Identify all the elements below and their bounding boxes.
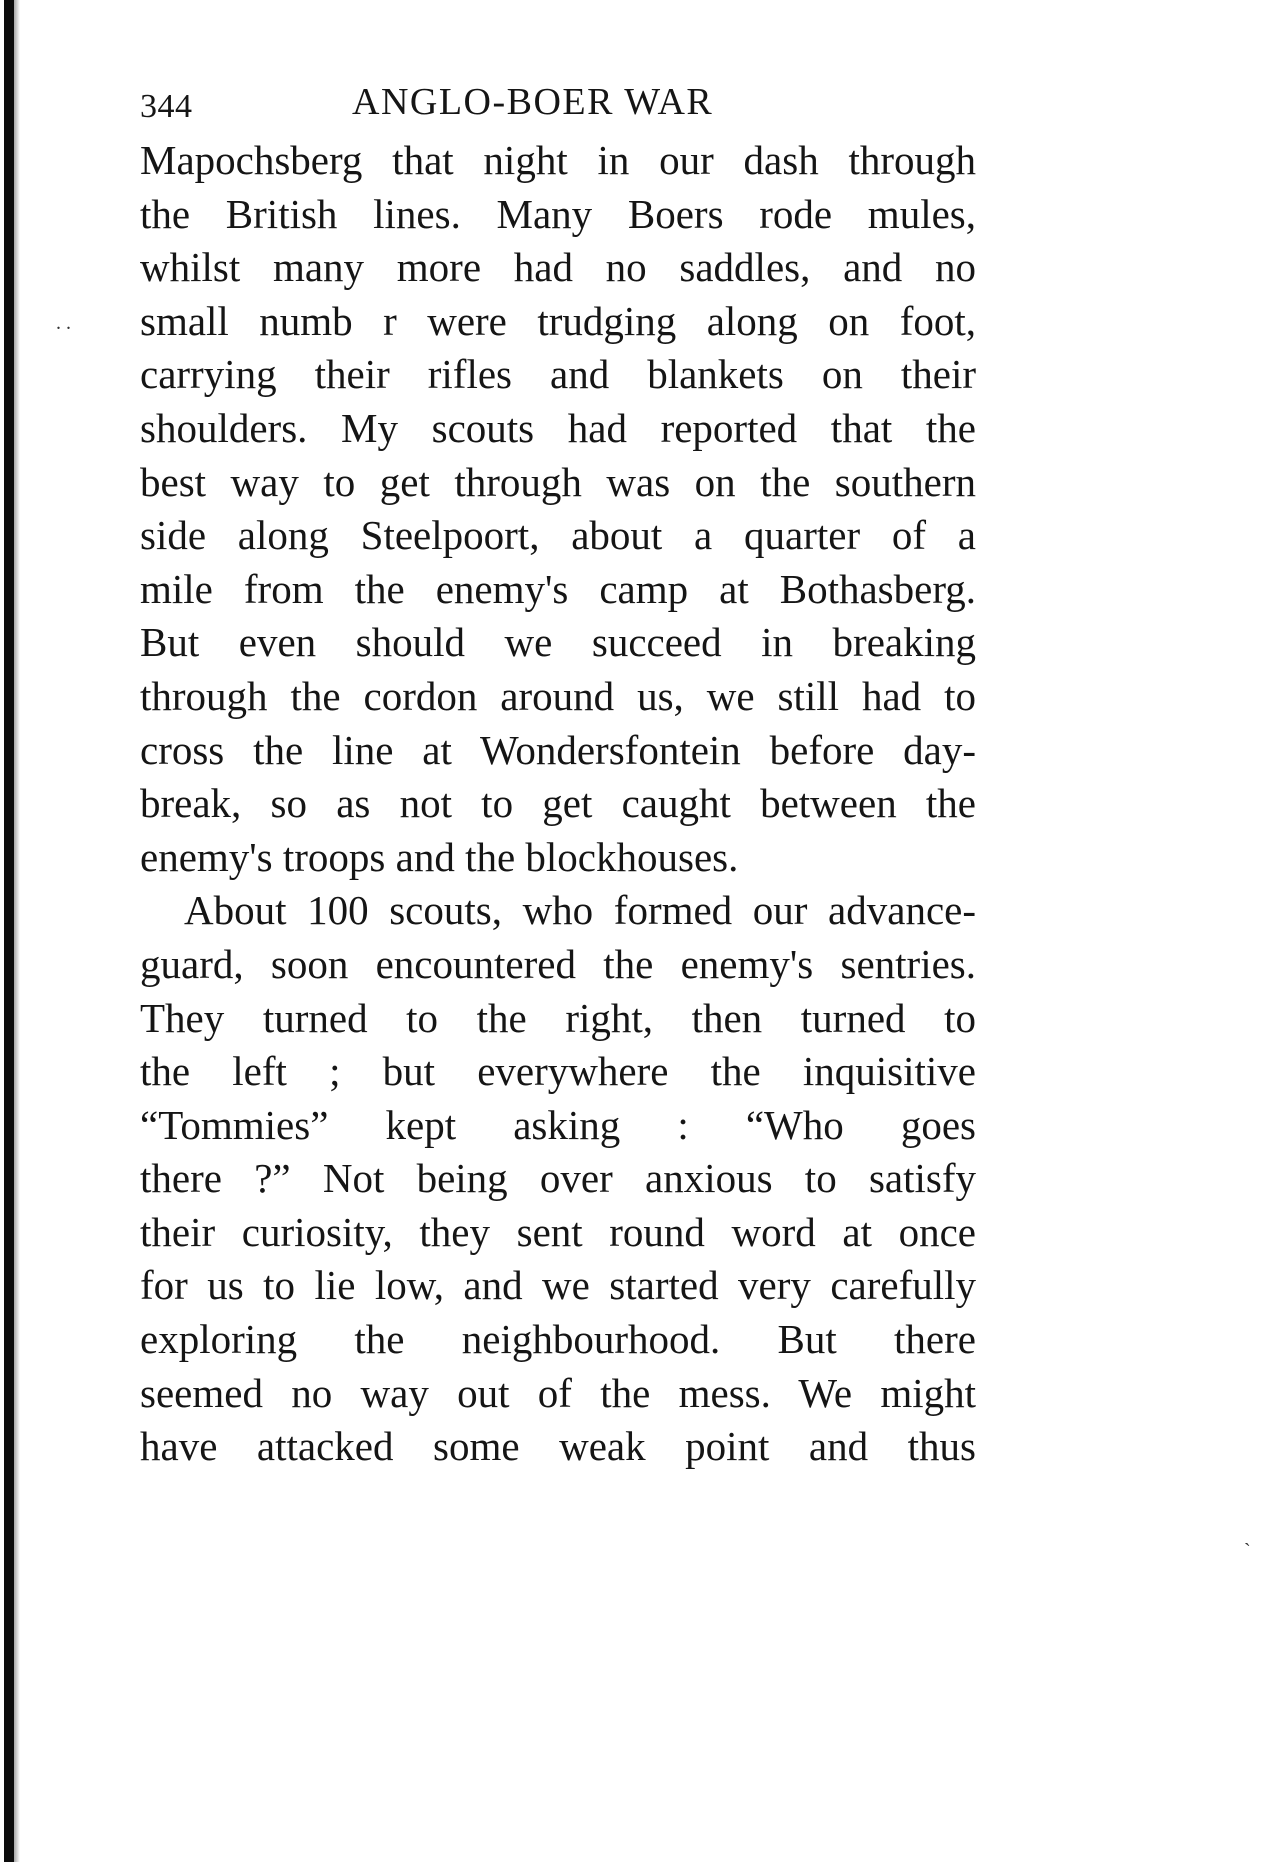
text-line: best way to get through was on the southern (140, 458, 976, 505)
text-line: the left ; but everywhere the inquisitive (140, 1048, 976, 1095)
text-line: seemed no way out of the mess. We might (140, 1369, 976, 1416)
text-line: through the cordon around us, we still had to (140, 672, 976, 719)
text-line: But even should we succeed in breaking (140, 619, 976, 666)
text-line: there ?” Not being over anxious to satisfy (140, 1155, 976, 1202)
text-line: mile from the enemy's camp at Bothasberg. (140, 565, 976, 612)
text-line: “Tommies” kept asking : “Who goes (140, 1101, 976, 1148)
page-binding-shadow (14, 0, 20, 1862)
body-text (140, 134, 976, 1474)
right-margin-mark: ` (1244, 1540, 1251, 1562)
text-line: carrying their rifles and blankets on their (140, 351, 976, 398)
text-line: side along Steelpoort, about a quarter of a (140, 512, 976, 559)
text-line: for us to lie low, and we started very carefully (140, 1262, 976, 1309)
text-line: exploring the neighbourhood. But there (140, 1316, 976, 1363)
running-head (140, 80, 980, 134)
page-binding-edge (4, 0, 14, 1862)
text-line: cross the line at Wondersfontein before day- (140, 726, 976, 773)
text-line: have attacked some weak point and thus (140, 1423, 976, 1470)
text-line: About 100 scouts, who formed our advance- (184, 887, 976, 934)
text-line: small numb r were trudging along on foot, (140, 297, 976, 344)
text-line: break, so as not to get caught between the (140, 780, 976, 827)
text-line: Mapochsberg that night in our dash through (140, 137, 976, 183)
left-margin-mark: . . (56, 312, 71, 334)
running-title: ANGLO-BOER WAR (352, 81, 714, 123)
text-line: shoulders. My scouts had reported that the (140, 404, 976, 451)
text-line: guard, soon encountered the enemy's sentries. (140, 940, 976, 987)
text-line: They turned to the right, then turned to (140, 994, 976, 1041)
text-line: the British lines. Many Boers rode mules, (140, 190, 976, 237)
text-line: their curiosity, they sent round word at once (140, 1208, 976, 1255)
text-line: enemy's troops and the blockhouses. (140, 833, 739, 880)
page-number: 344 (140, 88, 193, 125)
text-line: whilst many more had no saddles, and no (140, 244, 976, 291)
